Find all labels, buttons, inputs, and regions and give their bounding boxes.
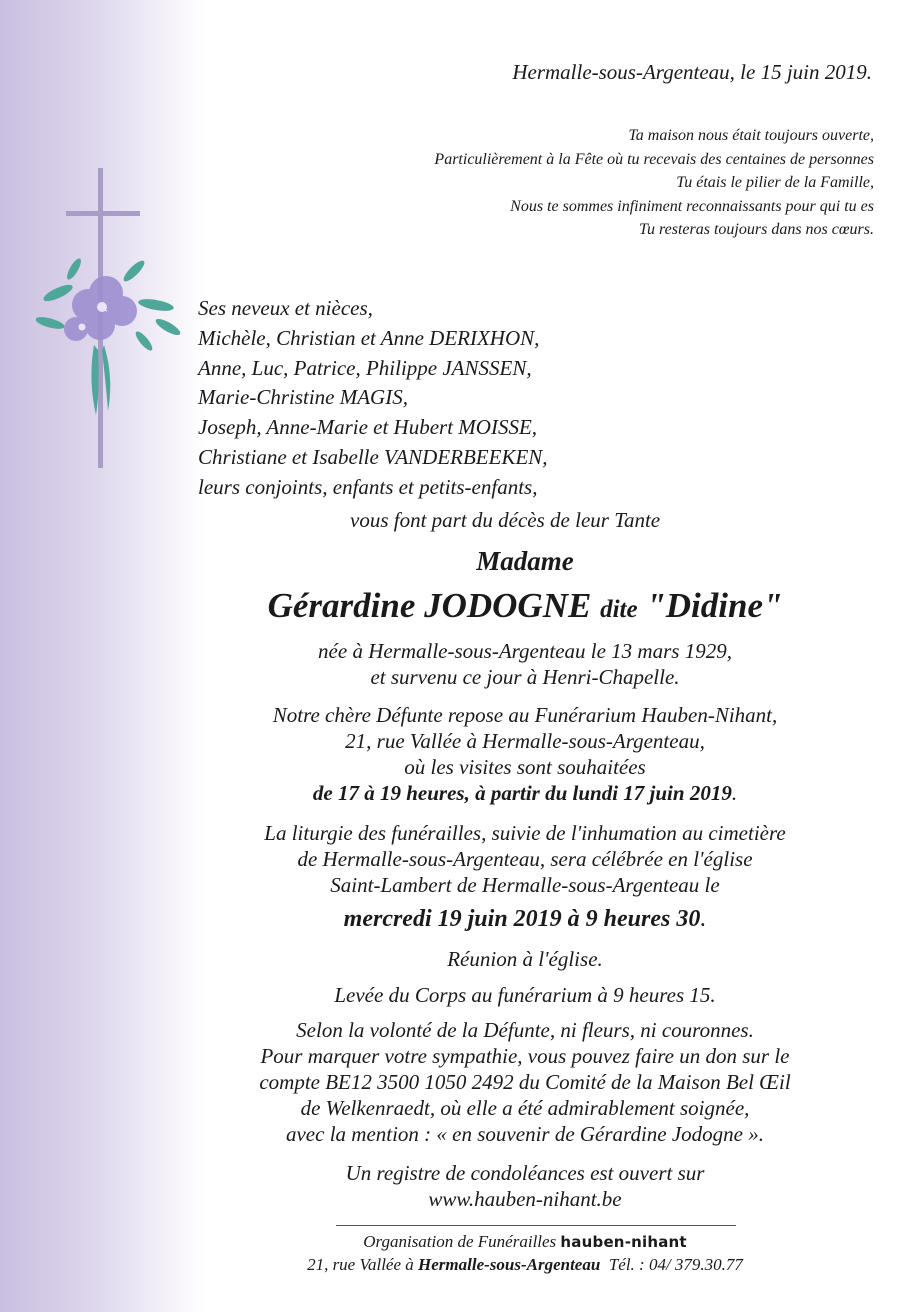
family-line: leurs conjoints, enfants et petits-enfants, [198, 474, 538, 499]
family-line: Michèle, Christian et Anne DERIXHON, [198, 325, 540, 350]
poem-line: Nous te sommes infiniment reconnaissants pour qui tu es [510, 197, 874, 215]
service-date-line: mercredi 19 juin 2019 à 9 heures 30. [343, 906, 707, 932]
family-line: Anne, Luc, Patrice, Philippe JANSSEN, [198, 355, 532, 380]
birth-line: et survenu ce jour à Henri-Chapelle. [370, 665, 680, 689]
address-town: Hermalle-sous-Argenteau [418, 1255, 601, 1274]
phone-number: Tél. : 04/ 379.30.77 [608, 1255, 743, 1274]
wishes-line: avec la mention : « en souvenir de Gérardine Jodogne ». [285, 1122, 764, 1146]
poem-line: Tu étais le pilier de la Famille, [676, 174, 874, 191]
org-prefix: Organisation de Funérailles [363, 1232, 557, 1251]
dite-word: dite [600, 596, 638, 623]
deceased-name-text: Gérardine JODOGNE [267, 586, 592, 625]
funeral-home-line: Notre chère Défunte repose au Funérarium Hauben-Nihant, [272, 703, 778, 727]
funeral-home-info [175, 702, 875, 806]
wishes-line: compte BE12 3500 1050 2492 du Comité de la Maison Bel Œil [259, 1070, 791, 1094]
visits-line: de 17 à 19 heures, à partir du lundi 17 juin 2019. [312, 781, 738, 805]
family-line: Christiane et Isabelle VANDERBEEKEN, [198, 444, 548, 469]
wishes-line: de Welkenraedt, où elle a été admirablement soignée, [300, 1096, 750, 1120]
levee-line: Levée du Corps au funérarium à 9 heures 15. [334, 983, 716, 1007]
organization-line [175, 1232, 875, 1252]
funeral-home-line: 21, rue Vallée à Hermalle-sous-Argenteau, [345, 729, 705, 753]
deceased-title: Madame [476, 546, 574, 576]
visits-hours: de 17 à 19 heures, à partir du lundi 17 juin 2019 [312, 781, 732, 805]
poem-line: Particulièrement à la Fête où tu recevais des centaines de personnes [434, 150, 874, 168]
condolences-info [175, 1160, 875, 1212]
family-list [198, 294, 548, 503]
place-date-line: Hermalle-sous-Argenteau, le 15 juin 2019. [512, 60, 872, 84]
wishes-info [175, 1017, 875, 1147]
birth-line: née à Hermalle-sous-Argenteau le 13 mars 1929, [318, 639, 732, 663]
family-line: Marie-Christine MAGIS, [198, 385, 408, 410]
condolences-line: Un registre de condoléances est ouvert sur [345, 1161, 705, 1185]
deceased-nickname: "Didine" [646, 586, 783, 625]
meeting-line: Réunion à l'église. [447, 947, 603, 971]
liturgy-line: de Hermalle-sous-Argenteau, sera célébrée en l'église [297, 847, 753, 871]
wishes-line: Selon la volonté de la Défunte, ni fleurs, ni couronnes. [296, 1018, 754, 1042]
family-line: Ses neveux et nièces, [198, 296, 373, 320]
announcement-line: vous font part du décès de leur Tante [350, 508, 661, 532]
condolences-url: www.hauben-nihant.be [428, 1187, 622, 1211]
dedication-poem [434, 124, 874, 242]
birth-info [175, 638, 875, 690]
poem-line: Tu resteras toujours dans nos cœurs. [639, 221, 874, 238]
funeral-home-line: où les visites sont souhaitées [404, 755, 646, 779]
footer-divider [336, 1225, 736, 1226]
service-date: mercredi 19 juin 2019 à 9 heures 30 [343, 906, 701, 932]
liturgy-info [175, 820, 875, 898]
cross-flower-icon [36, 165, 196, 475]
wishes-line: Pour marquer votre sympathie, vous pouvez faire un don sur le [260, 1044, 790, 1068]
poem-line: Ta maison nous était toujours ouverte, [628, 127, 874, 144]
family-line: Joseph, Anne-Marie et Hubert MOISSE, [198, 415, 538, 440]
brand-logo: hauben-nihant [560, 1233, 687, 1251]
liturgy-line: La liturgie des funérailles, suivie de l'inhumation au cimetière [264, 821, 786, 845]
liturgy-line: Saint-Lambert de Hermalle-sous-Argenteau le [330, 873, 720, 897]
deceased-name [175, 586, 875, 626]
organization-address: 21, rue Vallée à Hermalle-sous-Argenteau Tél. : 04/ 379.30.77 [307, 1255, 743, 1274]
